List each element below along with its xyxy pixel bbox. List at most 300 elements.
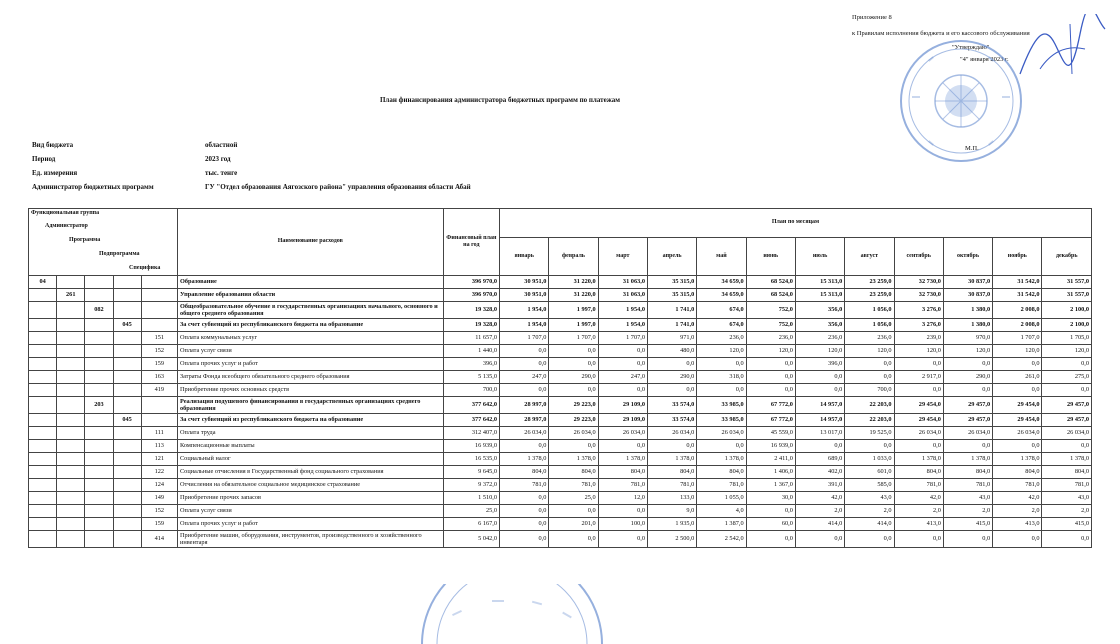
code-cell: 414 bbox=[141, 531, 177, 548]
month-value-cell: 0,0 bbox=[746, 358, 795, 371]
month-value-cell: 120,0 bbox=[1042, 345, 1092, 358]
annual-plan-cell: 700,0 bbox=[443, 384, 499, 397]
month-value-cell: 34 659,0 bbox=[697, 289, 746, 302]
code-cell: 151 bbox=[141, 332, 177, 345]
month-value-cell: 804,0 bbox=[598, 466, 647, 479]
expense-name-cell: Приобретение прочих запасов bbox=[177, 492, 443, 505]
month-value-cell: 1 387,0 bbox=[697, 518, 746, 531]
month-value-cell: 16 939,0 bbox=[746, 440, 795, 453]
month-value-cell: 2 008,0 bbox=[993, 319, 1042, 332]
expense-name-cell: Затраты Фонда всеобщего обязательного среднего образования bbox=[177, 371, 443, 384]
month-value-cell: 1 406,0 bbox=[746, 466, 795, 479]
code-cell: 203 bbox=[85, 397, 113, 414]
month-value-cell: 31 063,0 bbox=[598, 289, 647, 302]
month-value-cell: 120,0 bbox=[894, 345, 943, 358]
code-cell bbox=[29, 427, 57, 440]
code-cell: 124 bbox=[141, 479, 177, 492]
month-value-cell: 35 315,0 bbox=[647, 276, 696, 289]
code-cell bbox=[85, 479, 113, 492]
annual-plan-cell: 6 167,0 bbox=[443, 518, 499, 531]
month-value-cell: 0,0 bbox=[697, 440, 746, 453]
month-value-cell: 23 259,0 bbox=[845, 289, 894, 302]
annual-plan-cell: 396,0 bbox=[443, 358, 499, 371]
month-value-cell: 971,0 bbox=[647, 332, 696, 345]
table-row bbox=[29, 505, 1092, 518]
expense-name-cell: Общеобразовательное обучение в государственных организациях начального, основного и общего среднего образования bbox=[177, 302, 443, 319]
meta-value-administrator: ГУ "Отдел образования Аягозского района" управления образования области Абай bbox=[205, 183, 471, 191]
month-value-cell: 1 707,0 bbox=[549, 332, 598, 345]
month-value-cell: 239,0 bbox=[894, 332, 943, 345]
code-cell bbox=[85, 358, 113, 371]
code-cell bbox=[113, 518, 141, 531]
code-cell bbox=[29, 302, 57, 319]
table-row bbox=[29, 440, 1092, 453]
annual-plan-cell: 19 328,0 bbox=[443, 302, 499, 319]
month-value-cell: 585,0 bbox=[845, 479, 894, 492]
code-cell bbox=[29, 414, 57, 427]
code-cell bbox=[141, 302, 177, 319]
month-value-cell: 31 220,0 bbox=[549, 276, 598, 289]
month-value-cell: 0,0 bbox=[795, 531, 844, 548]
month-value-cell: 32 730,0 bbox=[894, 289, 943, 302]
approval-date: "4" января 2023 г. bbox=[960, 56, 1009, 63]
month-value-cell: 0,0 bbox=[549, 505, 598, 518]
code-cell bbox=[29, 371, 57, 384]
month-value-cell: 0,0 bbox=[598, 505, 647, 518]
month-value-cell: 26 034,0 bbox=[647, 427, 696, 440]
month-value-cell: 0,0 bbox=[549, 384, 598, 397]
month-value-cell: 33 985,0 bbox=[697, 414, 746, 427]
month-value-cell: 2,0 bbox=[1042, 505, 1092, 518]
code-cell bbox=[141, 319, 177, 332]
expense-name-cell: Приобретение прочих основных средств bbox=[177, 384, 443, 397]
table-row bbox=[29, 531, 1092, 548]
month-value-cell: 0,0 bbox=[549, 440, 598, 453]
month-value-cell: 236,0 bbox=[697, 332, 746, 345]
code-cell bbox=[113, 302, 141, 319]
annual-plan-cell: 16 535,0 bbox=[443, 453, 499, 466]
code-cell: 419 bbox=[141, 384, 177, 397]
code-cell bbox=[29, 492, 57, 505]
code-cell: 122 bbox=[141, 466, 177, 479]
code-cell bbox=[57, 531, 85, 548]
code-cell bbox=[85, 466, 113, 479]
month-value-cell: 413,0 bbox=[993, 518, 1042, 531]
seal-place-label: М.П. bbox=[965, 145, 979, 152]
annual-plan-cell: 9 372,0 bbox=[443, 479, 499, 492]
code-cell bbox=[113, 479, 141, 492]
code-cell bbox=[57, 414, 85, 427]
month-value-cell: 0,0 bbox=[598, 440, 647, 453]
month-header: ноябрь bbox=[993, 238, 1042, 276]
month-header: август bbox=[845, 238, 894, 276]
expense-name-cell: Оплата прочих услуг и работ bbox=[177, 358, 443, 371]
month-value-cell: 236,0 bbox=[746, 332, 795, 345]
code-cell bbox=[57, 397, 85, 414]
month-value-cell: 0,0 bbox=[993, 440, 1042, 453]
code-cell bbox=[85, 332, 113, 345]
month-value-cell: 261,0 bbox=[993, 371, 1042, 384]
month-value-cell: 1 033,0 bbox=[845, 453, 894, 466]
code-cell bbox=[113, 531, 141, 548]
code-cell bbox=[29, 384, 57, 397]
month-value-cell: 0,0 bbox=[993, 384, 1042, 397]
month-value-cell: 2 100,0 bbox=[1042, 319, 1092, 332]
code-cell bbox=[29, 440, 57, 453]
month-value-cell: 0,0 bbox=[549, 345, 598, 358]
table-row bbox=[29, 384, 1092, 397]
month-value-cell: 0,0 bbox=[845, 371, 894, 384]
table-row bbox=[29, 358, 1092, 371]
month-value-cell: 19 525,0 bbox=[845, 427, 894, 440]
month-value-cell: 1 378,0 bbox=[993, 453, 1042, 466]
month-value-cell: 674,0 bbox=[697, 302, 746, 319]
table-row bbox=[29, 492, 1092, 505]
month-value-cell: 15 313,0 bbox=[795, 289, 844, 302]
month-value-cell: 29 457,0 bbox=[1042, 414, 1092, 427]
month-header: март bbox=[598, 238, 647, 276]
month-value-cell: 43,0 bbox=[943, 492, 992, 505]
code-cell bbox=[85, 427, 113, 440]
code-cell: 159 bbox=[141, 518, 177, 531]
month-value-cell: 26 034,0 bbox=[993, 427, 1042, 440]
expense-name-cell: Социальный налог bbox=[177, 453, 443, 466]
table-row bbox=[29, 332, 1092, 345]
month-value-cell: 804,0 bbox=[993, 466, 1042, 479]
month-value-cell: 781,0 bbox=[1042, 479, 1092, 492]
annual-plan-cell: 25,0 bbox=[443, 505, 499, 518]
annual-plan-cell: 396 970,0 bbox=[443, 289, 499, 302]
table-row bbox=[29, 414, 1092, 427]
month-value-cell: 33 574,0 bbox=[647, 414, 696, 427]
code-cell bbox=[57, 505, 85, 518]
month-value-cell: 356,0 bbox=[795, 319, 844, 332]
month-value-cell: 0,0 bbox=[500, 345, 549, 358]
expense-name-cell: Приобретение машин, оборудования, инструментов, производственного и хозяйственного инвентаря bbox=[177, 531, 443, 548]
annual-plan-cell: 19 328,0 bbox=[443, 319, 499, 332]
month-header: декабрь bbox=[1042, 238, 1092, 276]
month-value-cell: 804,0 bbox=[894, 466, 943, 479]
table-row bbox=[29, 397, 1092, 414]
code-cell bbox=[57, 479, 85, 492]
code-cell bbox=[29, 453, 57, 466]
code-cell bbox=[57, 332, 85, 345]
annual-plan-cell: 396 970,0 bbox=[443, 276, 499, 289]
code-cell bbox=[85, 440, 113, 453]
code-cell: 159 bbox=[141, 358, 177, 371]
month-value-cell: 781,0 bbox=[549, 479, 598, 492]
month-value-cell: 1 378,0 bbox=[598, 453, 647, 466]
month-value-cell: 0,0 bbox=[598, 345, 647, 358]
code-cell: 152 bbox=[141, 505, 177, 518]
month-value-cell: 29 223,0 bbox=[549, 397, 598, 414]
expense-name-cell: Реализация подушевого финансирования в государственных организациях среднего образования bbox=[177, 397, 443, 414]
expense-name-cell: За счет субвенций из республиканского бюджета на образование bbox=[177, 319, 443, 332]
month-value-cell: 0,0 bbox=[500, 384, 549, 397]
code-cell bbox=[29, 345, 57, 358]
table-row bbox=[29, 427, 1092, 440]
month-value-cell: 804,0 bbox=[943, 466, 992, 479]
meta-label-budget-type: Вид бюджета bbox=[32, 141, 74, 149]
month-value-cell: 0,0 bbox=[993, 531, 1042, 548]
month-value-cell: 2 500,0 bbox=[647, 531, 696, 548]
month-value-cell: 0,0 bbox=[845, 358, 894, 371]
month-value-cell: 1 954,0 bbox=[598, 302, 647, 319]
month-value-cell: 318,0 bbox=[697, 371, 746, 384]
annual-plan-cell: 377 642,0 bbox=[443, 414, 499, 427]
month-value-cell: 31 557,0 bbox=[1042, 289, 1092, 302]
code-cell bbox=[57, 302, 85, 319]
month-value-cell: 356,0 bbox=[795, 302, 844, 319]
code-cell bbox=[85, 276, 113, 289]
code-cell bbox=[113, 276, 141, 289]
month-value-cell: 120,0 bbox=[697, 345, 746, 358]
code-cell bbox=[85, 289, 113, 302]
code-cell: 149 bbox=[141, 492, 177, 505]
month-value-cell: 28 997,0 bbox=[500, 397, 549, 414]
annual-plan-cell: 5 135,0 bbox=[443, 371, 499, 384]
month-value-cell: 804,0 bbox=[697, 466, 746, 479]
month-value-cell: 0,0 bbox=[746, 531, 795, 548]
month-value-cell: 29 454,0 bbox=[993, 397, 1042, 414]
month-value-cell: 0,0 bbox=[500, 440, 549, 453]
month-value-cell: 68 524,0 bbox=[746, 276, 795, 289]
code-cell bbox=[57, 518, 85, 531]
month-header: апрель bbox=[647, 238, 696, 276]
table-row bbox=[29, 371, 1092, 384]
month-value-cell: 0,0 bbox=[500, 505, 549, 518]
month-value-cell: 14 957,0 bbox=[795, 397, 844, 414]
code-cell bbox=[113, 371, 141, 384]
code-cell bbox=[57, 276, 85, 289]
month-value-cell: 29 457,0 bbox=[1042, 397, 1092, 414]
month-value-cell: 1 378,0 bbox=[647, 453, 696, 466]
code-cell bbox=[57, 492, 85, 505]
month-value-cell: 0,0 bbox=[795, 440, 844, 453]
annual-plan-cell: 11 657,0 bbox=[443, 332, 499, 345]
month-value-cell: 1 741,0 bbox=[647, 302, 696, 319]
month-value-cell: 120,0 bbox=[795, 345, 844, 358]
month-value-cell: 29 223,0 bbox=[549, 414, 598, 427]
month-value-cell: 29 454,0 bbox=[894, 414, 943, 427]
month-value-cell: 415,0 bbox=[1042, 518, 1092, 531]
month-value-cell: 2,0 bbox=[943, 505, 992, 518]
month-value-cell: 14 957,0 bbox=[795, 414, 844, 427]
code-cell: 04 bbox=[29, 276, 57, 289]
code-cell: 045 bbox=[113, 414, 141, 427]
meta-value-budget-type: областной bbox=[205, 141, 238, 149]
month-value-cell: 45 559,0 bbox=[746, 427, 795, 440]
month-value-cell: 480,0 bbox=[647, 345, 696, 358]
month-value-cell: 2 100,0 bbox=[1042, 302, 1092, 319]
code-cell: 082 bbox=[85, 302, 113, 319]
hier-label-subprogram: Подпрограмма bbox=[99, 251, 140, 257]
month-value-cell: 30 837,0 bbox=[943, 289, 992, 302]
month-value-cell: 0,0 bbox=[598, 358, 647, 371]
month-value-cell: 30 951,0 bbox=[500, 289, 549, 302]
month-value-cell: 33 574,0 bbox=[647, 397, 696, 414]
code-cell bbox=[113, 332, 141, 345]
month-value-cell: 43,0 bbox=[1042, 492, 1092, 505]
code-cell bbox=[85, 345, 113, 358]
code-cell bbox=[85, 384, 113, 397]
table-row bbox=[29, 345, 1092, 358]
code-cell bbox=[141, 397, 177, 414]
expense-name-cell: Образование bbox=[177, 276, 443, 289]
month-value-cell: 674,0 bbox=[697, 319, 746, 332]
month-value-cell: 15 313,0 bbox=[795, 276, 844, 289]
code-cell bbox=[57, 440, 85, 453]
month-value-cell: 752,0 bbox=[746, 319, 795, 332]
month-value-cell: 781,0 bbox=[894, 479, 943, 492]
annual-plan-cell: 1 510,0 bbox=[443, 492, 499, 505]
code-cell: 163 bbox=[141, 371, 177, 384]
month-value-cell: 247,0 bbox=[598, 371, 647, 384]
annual-plan-cell: 377 642,0 bbox=[443, 397, 499, 414]
month-value-cell: 781,0 bbox=[500, 479, 549, 492]
table-row bbox=[29, 302, 1092, 319]
month-value-cell: 1 705,0 bbox=[1042, 332, 1092, 345]
expense-name-cell: Управление образования области bbox=[177, 289, 443, 302]
appendix-line: к Правилам исполнения бюджета и его кассового обслуживания bbox=[852, 30, 1030, 37]
month-value-cell: 1 378,0 bbox=[549, 453, 598, 466]
month-value-cell: 22 203,0 bbox=[845, 414, 894, 427]
month-value-cell: 42,0 bbox=[795, 492, 844, 505]
code-cell bbox=[57, 319, 85, 332]
month-value-cell: 22 203,0 bbox=[845, 397, 894, 414]
month-value-cell: 752,0 bbox=[746, 302, 795, 319]
code-cell bbox=[57, 384, 85, 397]
expense-name-cell: Социальные отчисления в Государственный фонд социального страхования bbox=[177, 466, 443, 479]
code-cell: 121 bbox=[141, 453, 177, 466]
month-value-cell: 0,0 bbox=[549, 358, 598, 371]
appendix-line: Приложение 8 bbox=[852, 14, 892, 21]
month-value-cell: 0,0 bbox=[845, 440, 894, 453]
code-cell bbox=[113, 453, 141, 466]
month-value-cell: 0,0 bbox=[500, 518, 549, 531]
month-value-cell: 26 034,0 bbox=[598, 427, 647, 440]
code-cell bbox=[85, 371, 113, 384]
month-value-cell: 0,0 bbox=[943, 531, 992, 548]
table-row bbox=[29, 518, 1092, 531]
month-value-cell: 30 951,0 bbox=[500, 276, 549, 289]
months-title-header: План по месяцам bbox=[500, 209, 1092, 238]
official-stamp-icon bbox=[898, 38, 1024, 164]
month-value-cell: 28 997,0 bbox=[500, 414, 549, 427]
month-value-cell: 120,0 bbox=[943, 345, 992, 358]
month-value-cell: 804,0 bbox=[1042, 466, 1092, 479]
month-value-cell: 29 109,0 bbox=[598, 397, 647, 414]
month-value-cell: 42,0 bbox=[894, 492, 943, 505]
month-value-cell: 804,0 bbox=[500, 466, 549, 479]
code-cell bbox=[113, 505, 141, 518]
month-value-cell: 60,0 bbox=[746, 518, 795, 531]
month-value-cell: 0,0 bbox=[845, 531, 894, 548]
hier-label-program: Программа bbox=[69, 237, 101, 243]
table-row bbox=[29, 466, 1092, 479]
month-value-cell: 26 034,0 bbox=[1042, 427, 1092, 440]
official-stamp-fragment-icon bbox=[412, 584, 612, 644]
month-value-cell: 0,0 bbox=[598, 384, 647, 397]
month-value-cell: 402,0 bbox=[795, 466, 844, 479]
month-value-cell: 1 954,0 bbox=[500, 319, 549, 332]
month-value-cell: 26 034,0 bbox=[549, 427, 598, 440]
month-value-cell: 689,0 bbox=[795, 453, 844, 466]
month-value-cell: 42,0 bbox=[993, 492, 1042, 505]
month-value-cell: 290,0 bbox=[943, 371, 992, 384]
meta-label-unit: Ед. измерения bbox=[32, 169, 78, 177]
month-value-cell: 1 935,0 bbox=[647, 518, 696, 531]
month-value-cell: 2 411,0 bbox=[746, 453, 795, 466]
table-row bbox=[29, 319, 1092, 332]
hierarchy-header bbox=[29, 209, 178, 276]
code-cell bbox=[29, 518, 57, 531]
code-cell bbox=[85, 518, 113, 531]
month-value-cell: 120,0 bbox=[993, 345, 1042, 358]
month-value-cell: 1 378,0 bbox=[697, 453, 746, 466]
month-value-cell: 781,0 bbox=[697, 479, 746, 492]
month-value-cell: 133,0 bbox=[647, 492, 696, 505]
month-value-cell: 0,0 bbox=[647, 358, 696, 371]
month-header: июль bbox=[795, 238, 844, 276]
expense-name-cell: Оплата услуг связи bbox=[177, 345, 443, 358]
code-cell bbox=[29, 531, 57, 548]
month-value-cell: 0,0 bbox=[795, 384, 844, 397]
month-value-cell: 275,0 bbox=[1042, 371, 1092, 384]
table-row bbox=[29, 289, 1092, 302]
month-value-cell: 100,0 bbox=[598, 518, 647, 531]
month-value-cell: 1 378,0 bbox=[500, 453, 549, 466]
name-header: Наименование расходов bbox=[177, 209, 443, 276]
month-value-cell: 1 707,0 bbox=[598, 332, 647, 345]
month-value-cell: 413,0 bbox=[894, 518, 943, 531]
code-cell: 152 bbox=[141, 345, 177, 358]
month-value-cell: 32 730,0 bbox=[894, 276, 943, 289]
month-value-cell: 43,0 bbox=[845, 492, 894, 505]
code-cell bbox=[85, 492, 113, 505]
month-value-cell: 2,0 bbox=[894, 505, 943, 518]
annual-plan-cell: 5 042,0 bbox=[443, 531, 499, 548]
code-cell bbox=[85, 319, 113, 332]
month-value-cell: 236,0 bbox=[845, 332, 894, 345]
month-value-cell: 0,0 bbox=[894, 358, 943, 371]
code-cell bbox=[29, 505, 57, 518]
month-value-cell: 415,0 bbox=[943, 518, 992, 531]
month-value-cell: 31 542,0 bbox=[993, 289, 1042, 302]
month-value-cell: 396,0 bbox=[795, 358, 844, 371]
month-value-cell: 0,0 bbox=[697, 358, 746, 371]
month-value-cell: 0,0 bbox=[746, 384, 795, 397]
month-value-cell: 31 063,0 bbox=[598, 276, 647, 289]
code-cell bbox=[57, 427, 85, 440]
month-value-cell: 29 454,0 bbox=[993, 414, 1042, 427]
expense-name-cell: Отчисления на обязательное социальное медицинское страхование bbox=[177, 479, 443, 492]
expense-name-cell: Компенсационные выплаты bbox=[177, 440, 443, 453]
code-cell bbox=[113, 358, 141, 371]
month-value-cell: 1 378,0 bbox=[894, 453, 943, 466]
expense-name-cell: За счет субвенций из республиканского бюджета на образование bbox=[177, 414, 443, 427]
hier-label-group: Функциональная группа bbox=[31, 210, 100, 216]
month-value-cell: 1 380,0 bbox=[943, 302, 992, 319]
month-value-cell: 9,0 bbox=[647, 505, 696, 518]
month-value-cell: 67 772,0 bbox=[746, 397, 795, 414]
month-value-cell: 12,0 bbox=[598, 492, 647, 505]
month-value-cell: 0,0 bbox=[1042, 531, 1092, 548]
expense-name-cell: Оплата коммунальных услуг bbox=[177, 332, 443, 345]
code-cell bbox=[85, 505, 113, 518]
month-value-cell: 1 056,0 bbox=[845, 302, 894, 319]
month-value-cell: 1 954,0 bbox=[500, 302, 549, 319]
